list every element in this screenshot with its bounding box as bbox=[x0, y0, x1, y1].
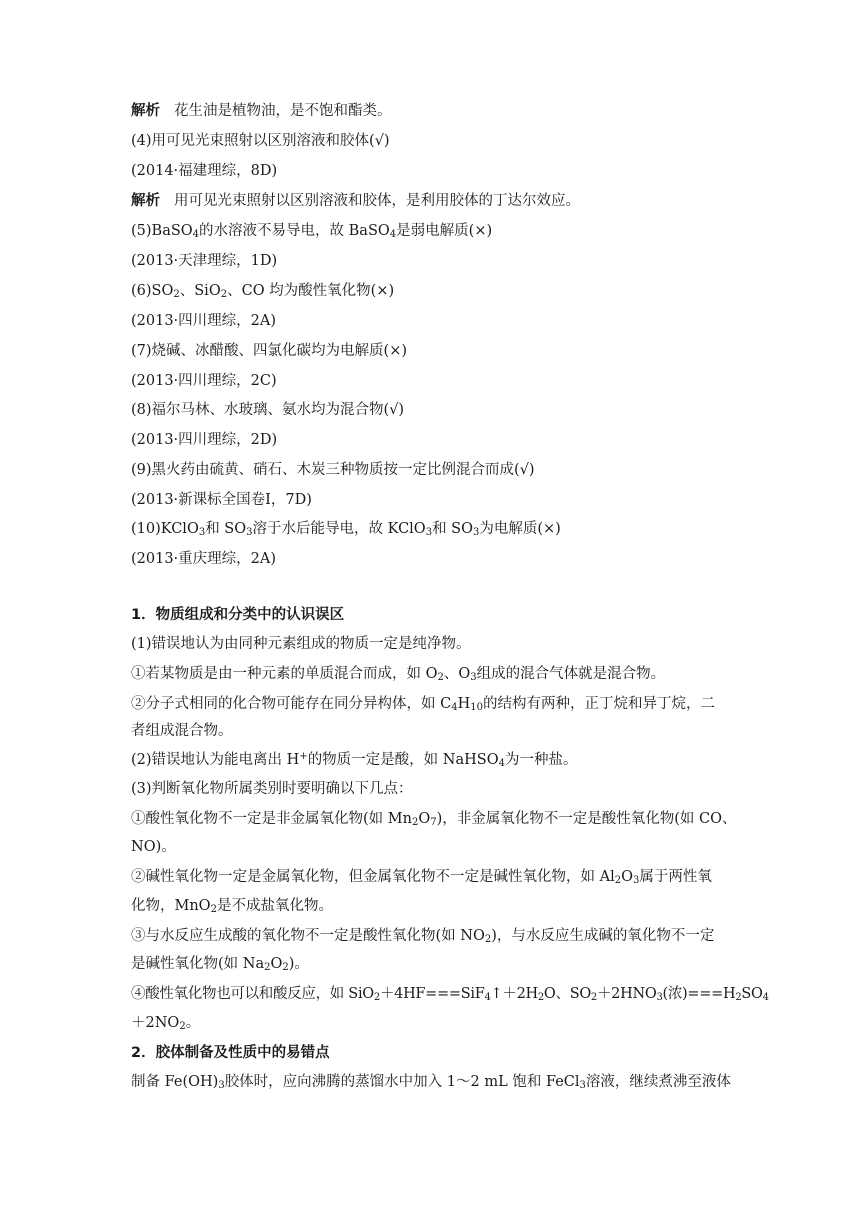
paragraph-3: (3)判断氧化物所属类别时要明确以下几点： bbox=[131, 781, 413, 797]
paragraph-3-point-3-cont: 是碱性氧化物(如 $Na_2O_2$)。 bbox=[131, 956, 309, 973]
source-2013-sichuan-2a: (2013·四川理综，2A) bbox=[131, 313, 277, 329]
source-2013-tianjin: (2013·天津理综，1D) bbox=[131, 253, 278, 269]
source-2013-national-1: (2013·新课标全国卷Ⅰ，7D) bbox=[131, 492, 312, 508]
analysis-text: 花生油是植物油，是不饱和酯类。 bbox=[174, 103, 392, 119]
paragraph-1-point-2-cont: 者组成混合物。 bbox=[131, 723, 233, 739]
paragraph-3-point-3: ③与水反应生成酸的氧化物不一定是酸性氧化物(如 $NO_2$)，与水反应生成碱的氧化物不一定 bbox=[131, 928, 715, 945]
source-2013-sichuan-2c: (2013·四川理综，2C) bbox=[131, 373, 277, 389]
analysis-line-2 bbox=[131, 191, 735, 211]
item-10: (10)KClO$_3$和 $SO_3$溶于水后能导电，故 KClO$_3$和 $SO_3$为电解质(×) bbox=[131, 521, 561, 538]
analysis-line-1 bbox=[131, 101, 735, 121]
item-4: (4)用可见光束照射以区别溶液和胶体(√) bbox=[131, 133, 390, 149]
paragraph-3-point-2-cont: 化物，MnO$_2$是不成盐氧化物。 bbox=[131, 898, 333, 915]
paragraph-3-point-4-cont: $+2NO_2$。 bbox=[131, 1015, 201, 1032]
item-7: (7)烧碱、冰醋酸、四氯化碳均为电解质(×) bbox=[131, 343, 408, 359]
source-2013-sichuan-2d: (2013·四川理综，2D) bbox=[131, 432, 278, 448]
analysis-label: 解析 bbox=[131, 193, 160, 209]
section-heading-1: 1．物质组成和分类中的认识误区 bbox=[131, 607, 345, 623]
paragraph-2: (2)错误地认为能电离出 H+的物质一定是酸，如 NaHSO$_4$为一种盐。 bbox=[131, 751, 578, 769]
analysis-label: 解析 bbox=[131, 103, 160, 119]
paragraph-3-point-4: ④酸性氧化物也可以和酸反应，如 $SiO_2+4HF===SiF_4↑+2H_2O$、$SO_2+2HNO_3$(浓)$===H_2SO_4$ bbox=[131, 986, 769, 1003]
item-6: $(6)SO_2$、SiO$_2$、CO 均为酸性氧化物(×) bbox=[131, 283, 395, 300]
analysis-text: 用可见光束照射以区别溶液和胶体，是利用胶体的丁达尔效应。 bbox=[174, 193, 580, 209]
paragraph-1: (1)错误地认为由同种元素组成的物质一定是纯净物。 bbox=[131, 636, 471, 652]
paragraph-4: 制备 $Fe(OH)_3$胶体时，应向沸腾的蒸馏水中加入 1～2 mL 饱和 FeCl$_3$溶液，继续煮沸至液体 bbox=[131, 1074, 731, 1091]
item-8: (8)福尔马林、水玻璃、氨水均为混合物(√) bbox=[131, 402, 405, 418]
source-2013-chongqing: (2013·重庆理综，2A) bbox=[131, 551, 277, 567]
source-2014-fujian: (2014·福建理综，8D) bbox=[131, 163, 278, 179]
item-5: (5)BaSO$_4$的水溶液不易导电，故 BaSO$_4$是弱电解质(×) bbox=[131, 223, 493, 240]
section-heading-2: 2．胶体制备及性质中的易错点 bbox=[131, 1045, 330, 1061]
item-9: (9)黑火药由硫黄、硝石、木炭三种物质按一定比例混合而成(√) bbox=[131, 462, 535, 478]
paragraph-1-point-1: ①若某物质是由一种元素的单质混合而成，如 $O_2$、$O_3$组成的混合气体就是混合物。 bbox=[131, 666, 666, 683]
paragraph-3-point-1-cont: NO)。 bbox=[131, 839, 176, 855]
paragraph-3-point-1: ①酸性氧化物不一定是非金属氧化物(如 $Mn_2O_7$)，非金属氧化物不一定是酸性氧化物(如 CO、 bbox=[131, 811, 737, 828]
paragraph-1-point-2: ②分子式相同的化合物可能存在同分异构体，如 $C_4H_{10}$的结构有两种，正丁烷和异丁烷，二 bbox=[131, 696, 715, 713]
paragraph-3-point-2: ②碱性氧化物一定是金属氧化物，但金属氧化物不一定是碱性氧化物，如 $Al_2O_3$属于两性氧 bbox=[131, 869, 712, 886]
